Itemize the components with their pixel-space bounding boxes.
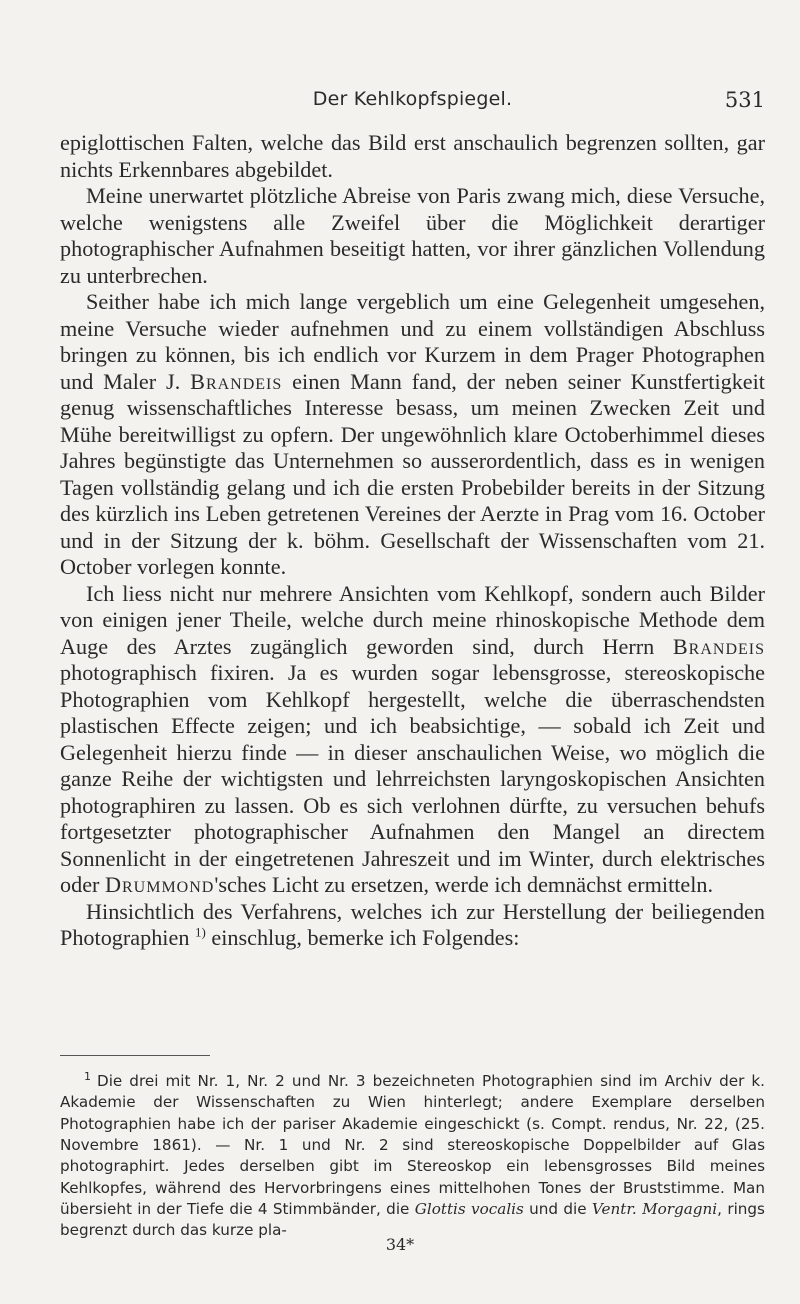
paragraph-1: epiglottischen Falten, welche das Bild erst anschaulich begrenzen sollten, gar nichts Erkennbares abgebildet.: [60, 130, 765, 182]
paragraph-5: [60, 899, 765, 952]
footnote-marker: 1: [84, 1070, 91, 1083]
footnote-1: [60, 1066, 765, 1241]
footnote-divider: [60, 1055, 210, 1056]
running-header: [60, 88, 765, 118]
footnote-term-ventr: Ventr. Morgagni: [591, 1199, 718, 1218]
person-name-brandeis: Brandeis: [190, 368, 283, 394]
paragraph-4-text-a: Ich liess nicht nur mehrere Ansichten vom Kehlkopf, sondern auch Bilder von einigen jener Theile, welche durch meine rhinoskopische Methode dem Auge des Arztes zugänglich geworden sind, durch Herrn: [60, 580, 765, 659]
paragraph-3-text-b: einen Mann fand, der neben seiner Kunstfertigkeit genug wissenschaftliches Interesse besass, um meinen Zwecken Zeit und Mühe bereitwilligst zu opfern. Der ungewöhnlich klare Octoberhimmel dieses Jahres begünstigte das Unternehmen so ausserordentlich, dass es in wenigen Tagen vollständig gelang und ich die ersten Probebilder bereits in der Sitzung des kürzlich ins Leben getretenen Vereines der Aerzte in Prag vom 16. October und in der Sitzung der k. böhm. Gesellschaft der Wissenschaften vom 21. October vorlegen konnte.: [60, 368, 765, 579]
paragraph-5-text-b: einschlug, bemerke ich Folgendes:: [205, 925, 520, 950]
page-number: 531: [724, 88, 765, 112]
footnote-text-b: und die: [523, 1199, 592, 1218]
person-name-drummond: Drummond: [104, 872, 215, 897]
paragraph-2: Meine unerwartet plötzliche Abreise von Paris zwang mich, diese Versuche, welche wenigstens alle Zweifel über die Möglichkeit derartiger photographischer Aufnahmen beseitigt hatten, vor ihrer gänzlichen Vollendung zu unterbrechen.: [60, 183, 765, 288]
main-text: [60, 130, 765, 952]
signature-mark: 34*: [385, 1235, 415, 1254]
paragraph-3: [60, 289, 765, 581]
paragraph-4: [60, 581, 765, 899]
running-title: Der Kehlkopfspiegel.: [312, 88, 513, 110]
footnote-block: [60, 1066, 765, 1241]
paragraph-5-text-a: Hinsichtlich des Verfahrens, welches ich zur Herstellung der beiliegenden Photographien: [60, 898, 765, 950]
footnote-text-a: Die drei mit Nr. 1, Nr. 2 und Nr. 3 bezeichneten Photographien sind im Archiv der k. Akademie der Wissenschaften zu Wien hinterlegt; andere Exemplare derselben Photographien habe ich der pariser Akademie eingeschickt (s. Compt. rendus, Nr. 22, (25. Novembre 1861). — Nr. 1 und Nr. 2 sind stereoskopische Doppelbilder auf Glas photographirt. Jedes derselben gibt im Stereoskop ein lebensgrosses Bild meines Kehlkopfes, während des Hervorbringens eines mittelhohen Tones der Bruststimme. Man übersieht in der Tiefe die 4 Stimmbänder, die: [60, 1072, 765, 1218]
paragraph-4-text-c: 'sches Licht zu ersetzen, werde ich demnächst ermitteln.: [214, 872, 714, 897]
person-name-brandeis: Brandeis: [672, 633, 765, 659]
paragraph-3-text-a: Seither habe ich mich lange vergeblich um eine Gelegenheit umgesehen, meine Versuche wieder aufnehmen und zu einem vollständigen Abschluss bringen zu können, bis ich endlich vor Kurzem in dem Prager Photographen und Maler J.: [60, 289, 765, 394]
paragraph-4-text-b: photographisch fixiren. Ja es wurden sogar lebensgrosse, stereoskopische Photographien vom Kehlkopf hergestellt, welche die überraschendsten plastischen Effecte zeigen; und ich beabsichtige, — sobald ich Zeit und Gelegenheit hierzu finde — in dieser anschaulichen Weise, wo möglich die ganze Reihe der wichtigsten und lehrreichsten laryngoskopischen Ansichten photographiren zu lassen. Ob es sich verlohnen dürfte, zu versuchen behufs fortgesetzter photographischer Aufnahmen den Mangel an directem Sonnenlicht in der eingetretenen Jahreszeit und im Winter, durch elektrisches oder: [60, 660, 765, 897]
footnote-text-c: , rings begrenzt durch das kurze pla-: [60, 1199, 765, 1240]
footnote-reference: 1): [194, 924, 206, 940]
footnote-term-glottis: Glottis vocalis: [414, 1199, 524, 1218]
